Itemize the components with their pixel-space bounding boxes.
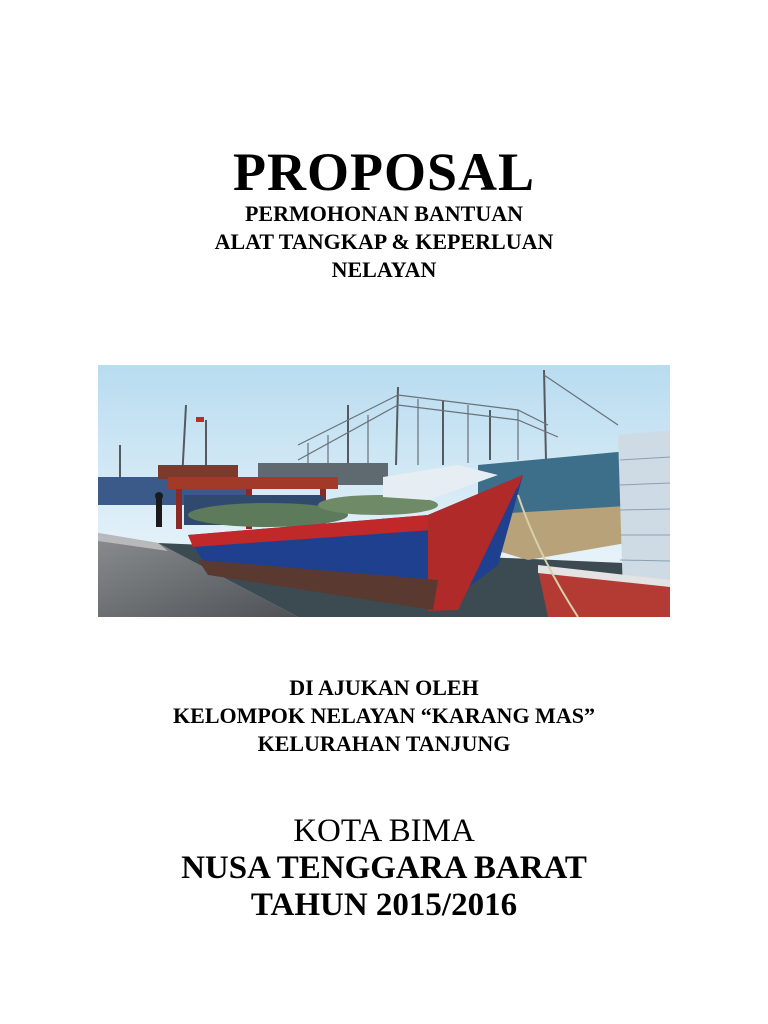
- subtitle-line-3: NELAYAN: [331, 257, 437, 282]
- kelurahan-name: KELURAHAN TANJUNG: [257, 731, 511, 756]
- group-name: KELOMPOK NELAYAN “KARANG MAS”: [173, 703, 595, 728]
- submitted-by-label: DI AJUKAN OLEH: [289, 675, 479, 700]
- subtitle-line-2: ALAT TANGKAP & KEPERLUAN: [214, 229, 554, 254]
- subtitle-line-1: PERMOHONAN BANTUAN: [244, 201, 524, 226]
- province-name: NUSA TENGGARA BARAT: [181, 850, 587, 886]
- document-title: PROPOSAL: [232, 142, 536, 202]
- city-name: KOTA BIMA: [293, 813, 475, 849]
- year-label: TAHUN 2015/2016: [250, 887, 518, 923]
- fishing-boats-photo: [98, 365, 670, 617]
